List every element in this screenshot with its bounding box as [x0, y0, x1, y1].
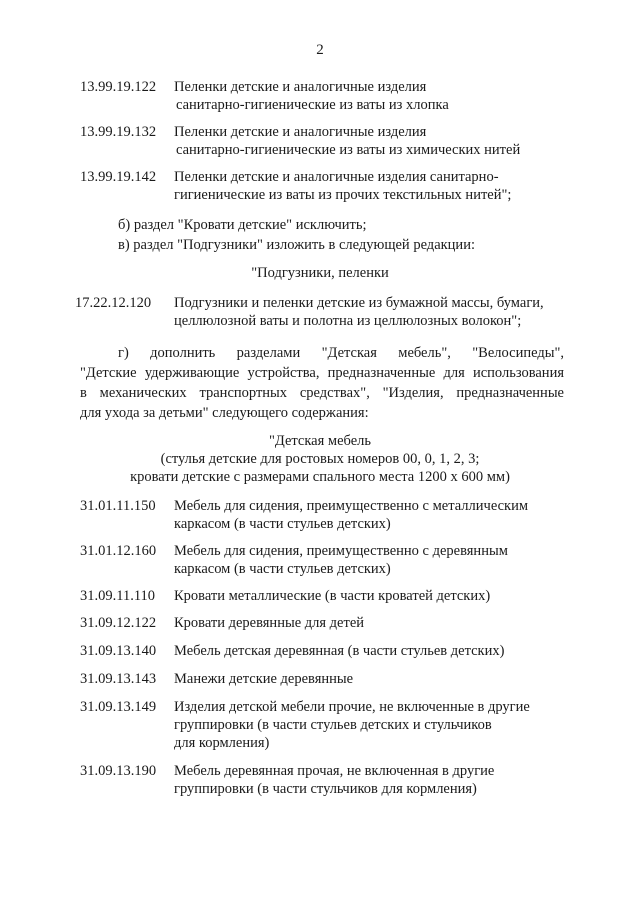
classifier-entry [80, 542, 580, 578]
section-subtitle: (стулья детские для ростовых номеров 00, 0, 1, 2, 3; [160, 451, 480, 467]
classifier-entry [80, 614, 580, 632]
entry-text: Пеленки детские и аналогичные изделия [174, 79, 427, 95]
entry-code: 31.09.13.143 [80, 671, 157, 687]
page-number: 2 [316, 42, 324, 58]
entry-text: санитарно-гигиенические из ваты из химических нитей [176, 142, 521, 158]
entry-text: Мебель деревянная прочая, не включенная в другие [174, 763, 495, 779]
classifier-entry [75, 294, 575, 330]
entry-code: 13.99.19.122 [80, 79, 157, 95]
classifier-entry [80, 123, 580, 159]
entry-text: Пеленки детские и аналогичные изделия [174, 124, 427, 140]
entry-code: 31.09.12.122 [80, 615, 157, 631]
paragraph-g-line: в механических транспортных средствах", "Изделия, предназначенные [80, 385, 564, 401]
entry-text: Пеленки детские и аналогичные изделия санитарно- [174, 169, 499, 185]
entry-code: 17.22.12.120 [75, 295, 152, 311]
classifier-entry [80, 642, 580, 660]
entry-text: Кровати металлические (в части кроватей детских) [174, 588, 491, 604]
entry-text: группировки (в части стульчиков для кормления) [174, 781, 477, 797]
entry-code: 31.09.13.149 [80, 699, 157, 715]
entry-text: каркасом (в части стульев детских) [174, 516, 391, 532]
entry-code: 31.01.12.160 [80, 543, 157, 559]
entry-text: Подгузники и пеленки детские из бумажной массы, бумаги, [174, 295, 544, 311]
section-title-furniture: "Детская мебель [268, 433, 371, 449]
paragraph-g-line: г) дополнить разделами "Детская мебель", "Велосипеды", [118, 345, 564, 361]
section-title-diapers: "Подгузники, пеленки [251, 265, 389, 281]
classifier-entry [80, 670, 580, 688]
classifier-entry [80, 762, 580, 798]
paragraph-g-line: для ухода за детьми" следующего содержания: [80, 405, 369, 421]
paragraph-v: в) раздел "Подгузники" изложить в следующей редакции: [118, 237, 475, 253]
entry-text: Изделия детской мебели прочие, не включенные в другие [174, 699, 530, 715]
entry-code: 31.09.13.190 [80, 763, 157, 779]
entry-text: гигиенические из ваты из прочих текстильных нитей"; [174, 187, 512, 203]
entry-text: группировки (в части стульев детских и стульчиков [174, 717, 492, 733]
paragraph-b: б) раздел "Кровати детские" исключить; [118, 217, 367, 233]
entry-text: каркасом (в части стульев детских) [174, 561, 391, 577]
classifier-entry [80, 78, 580, 114]
entry-text: Мебель для сидения, преимущественно с деревянным [174, 543, 508, 559]
entry-text: Манежи детские деревянные [174, 671, 354, 687]
entry-code: 31.01.11.150 [80, 498, 156, 514]
section-subtitle: кровати детские с размерами спального места 1200 х 600 мм) [130, 469, 510, 485]
classifier-entry [80, 168, 580, 204]
entry-code: 31.09.11.110 [80, 588, 156, 604]
entry-text: Кровати деревянные для детей [174, 615, 365, 631]
entry-text: Мебель для сидения, преимущественно с металлическим [174, 498, 529, 514]
entry-text: санитарно-гигиенические из ваты из хлопка [176, 97, 449, 113]
classifier-entry [80, 497, 580, 533]
paragraph-g-line: "Детские удерживающие устройства, предназначенные для использования [80, 365, 564, 381]
classifier-entry [80, 587, 580, 605]
classifier-entry [80, 698, 580, 752]
entry-text: целлюлозной ваты и полотна из целлюлозных волокон"; [174, 313, 522, 329]
entry-text: для кормления) [174, 735, 270, 751]
entry-code: 13.99.19.142 [80, 169, 157, 185]
entry-code: 31.09.13.140 [80, 643, 157, 659]
entry-text: Мебель детская деревянная (в части стульев детских) [174, 643, 505, 659]
entry-code: 13.99.19.132 [80, 124, 157, 140]
